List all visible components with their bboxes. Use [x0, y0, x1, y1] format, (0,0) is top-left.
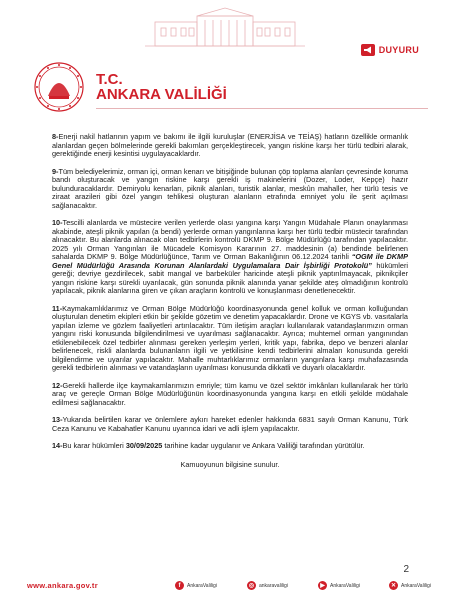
article-number: 11-	[52, 303, 63, 313]
youtube-icon: ▶	[318, 581, 327, 590]
governorship-title	[96, 72, 227, 103]
x-icon: ✕	[390, 583, 397, 589]
announcement-body	[52, 133, 408, 469]
article-text-continued: tarihine kadar uygulanır ve Ankara Valiliği tarafından yürütülür.	[162, 441, 365, 450]
article-9	[52, 168, 408, 211]
closing-statement: Kamuoyunun bilgisine sunulur.	[180, 459, 280, 469]
social-handle: AnkaraValiligi	[187, 582, 217, 589]
article-8	[52, 133, 408, 159]
article-number: 10-	[52, 218, 63, 227]
website-link[interactable]: www.ankara.gov.tr	[27, 581, 98, 590]
protocol-title: “OGM ile DKMP Genel Müdürlüğü Arasında Korunan Alanlardaki Uygulamalara Dair İşbirliği Protokolü”	[52, 252, 409, 270]
article-10	[52, 219, 408, 296]
page-number: 2	[403, 564, 409, 575]
article-number: 12-	[52, 380, 63, 390]
social-facebook[interactable]	[175, 581, 217, 590]
title-line-tc: T.C.	[96, 71, 123, 88]
article-11	[52, 305, 408, 373]
social-handle: AnkaraValiligi	[401, 582, 431, 589]
social-x[interactable]	[389, 581, 431, 590]
article-text: Gerekli hallerde ilçe kaymakamlarımızın emriyle; tüm kamu ve özel sektör imkânları kullanılarak her türlü araç ve gereçle Orman Bölge Müdürlüğünün koordinasyonunda yangına karşı en etkili şekilde müdahale edilmesi sağlanacaktır.	[52, 380, 408, 407]
header-divider	[96, 108, 428, 109]
article-number: 14-	[52, 441, 63, 450]
article-14	[52, 442, 408, 451]
governorship-building-icon	[145, 6, 305, 50]
article-text: Tüm belediyelerimiz, orman içi, orman kenarı ve bitişiğinde bulunan çöp toplama alanları çevresinde koruma bandı oluşturacak ve yangın riskine karşı gerekli iş makinelerini (Dozer, Loder, Kepçe) hazır bulunduracaklardır. Demiryolu kenarları, piknik alanları, turistik alanlar, meskûn mahaller, her türlü tesis ve ziraat arazileri gibi özel yangın tehlikesi oluşturan alanların etrafında emniyet yolu ile şerit açılması sağlanacaktır.	[52, 166, 408, 210]
article-text: Tescilli alanlarda ve müstecire verilen yerlerde olası yangına karşı Yangın Müdahale Planın onaylanması akabinde, ateşli piknik yapılan (a bendi) yerlerde orman yangınlarına karşı her türlü tedbir müstecir tarafından alınacaktır. Bu alanlarda alınacak olan tedbirlerin kontrolü DKMP 9. Bölge Müdürlüğü tarafından yapılacaktır. 2025 yılı Orman Yangınları ile Mücadele Komisyon Kararının 27. maddesinin (a) bendinde belirlenen sahalarda DKMP 9. Bölge Müdürlüğünce, Tarım ve Orman Bakanlığının 06.12.2024 tarihli	[52, 218, 408, 261]
announcement-badge	[361, 44, 419, 56]
announcement-label: DUYURU	[378, 45, 419, 55]
article-text: Yukarıda belirtilen karar ve önlemlere aykırı hareket edenler hakkında 6831 sayılı Orman Kanunu, Türk Ceza Kanunu ve Kabahatler Kanunu uyarınca idari ve adli işlem yapılacaktır.	[52, 415, 408, 433]
article-text: Bu karar hükümleri	[62, 441, 126, 450]
title-line-ankara-valiligi: ANKARA VALİLİĞİ	[96, 86, 227, 104]
article-12	[52, 382, 408, 408]
facebook-icon: f	[175, 581, 184, 590]
footer	[0, 576, 453, 600]
megaphone-icon	[361, 44, 375, 56]
social-instagram[interactable]	[247, 581, 288, 590]
social-handle: AnkaraValiligi	[330, 582, 360, 589]
article-number: 13-	[52, 415, 63, 424]
article-number: 9-	[52, 166, 59, 176]
article-text-continued: hükümleri gereği; devriye gezdirilecek, sabit mangal ve barbeküler haricinde ateşli piknik yaptırılmayacak, piknikçiler yangın riskine karşı sürekli uyarılacak, gün sonunda piknik alanında yanar şekilde ateş olmadığının kontrolü yapılacak, piknik alanlarına giren ve çıkan araçların kontrolü ve konuşlanması denetlenecektir.	[52, 260, 408, 295]
governorship-logo-icon	[34, 62, 84, 112]
article-number: 8-	[52, 132, 59, 141]
social-youtube[interactable]	[318, 581, 360, 590]
social-handle: ankaravaliligi	[259, 582, 288, 589]
article-text: Enerji nakil hatlarının yapım ve bakımı ile ilgili kuruluşlar (ENERJİSA ve TEİAŞ) hatların özellikle ormanlık alanlardan geçen bölmelerinde gerekli bakımları gerçekleştirecek, yangın riskine karşı her türlü tedbiri alarak, gerektiğinde enerji kesintisi uygulayacaklardır.	[52, 132, 408, 158]
article-text: Kaymakamlıklarımız ve Orman Bölge Müdürlüğü koordinasyonunda genel kolluk ve orman kolluğundan oluşturulan denetim ekipleri etkin bir şekilde gözetim ve denetim yapacaklardır. Drone ve KGYS vb. vasıtalarla yapılan izleme ve gözlem faaliyetleri artırılacaktır. Tüm iletişim araçları kullanılarak vatandaşlarımızın orman yangını riski konusunda bilgilendirilmesi ve uyarılması sağlanacaktır. Ayrıca; muhtemel orman yangınından etkilenebilecek özel tedbirler alınması gereken yerleşim yerleri, kritik yapı, fabrika, depo ve benzeri alanlar belirlenecek, riskli alanlarda bulunanların ilgili ve yetkilisine kendi tedbirlerini almaları konusunda gerekli bilgilendirme ve uyarılar yapılacaktır. Mahalle muhtarlıklarımız ormanların yangınlara karşı muhafazasında gerekli tedbirlerin alınması ve vatandaşların uyarılması konusunda dikkatli ve duyarlı olacaklardır.	[52, 303, 408, 372]
expiry-date: 30/09/2025	[125, 441, 163, 450]
article-13	[52, 416, 408, 433]
instagram-icon: ◎	[248, 583, 255, 589]
